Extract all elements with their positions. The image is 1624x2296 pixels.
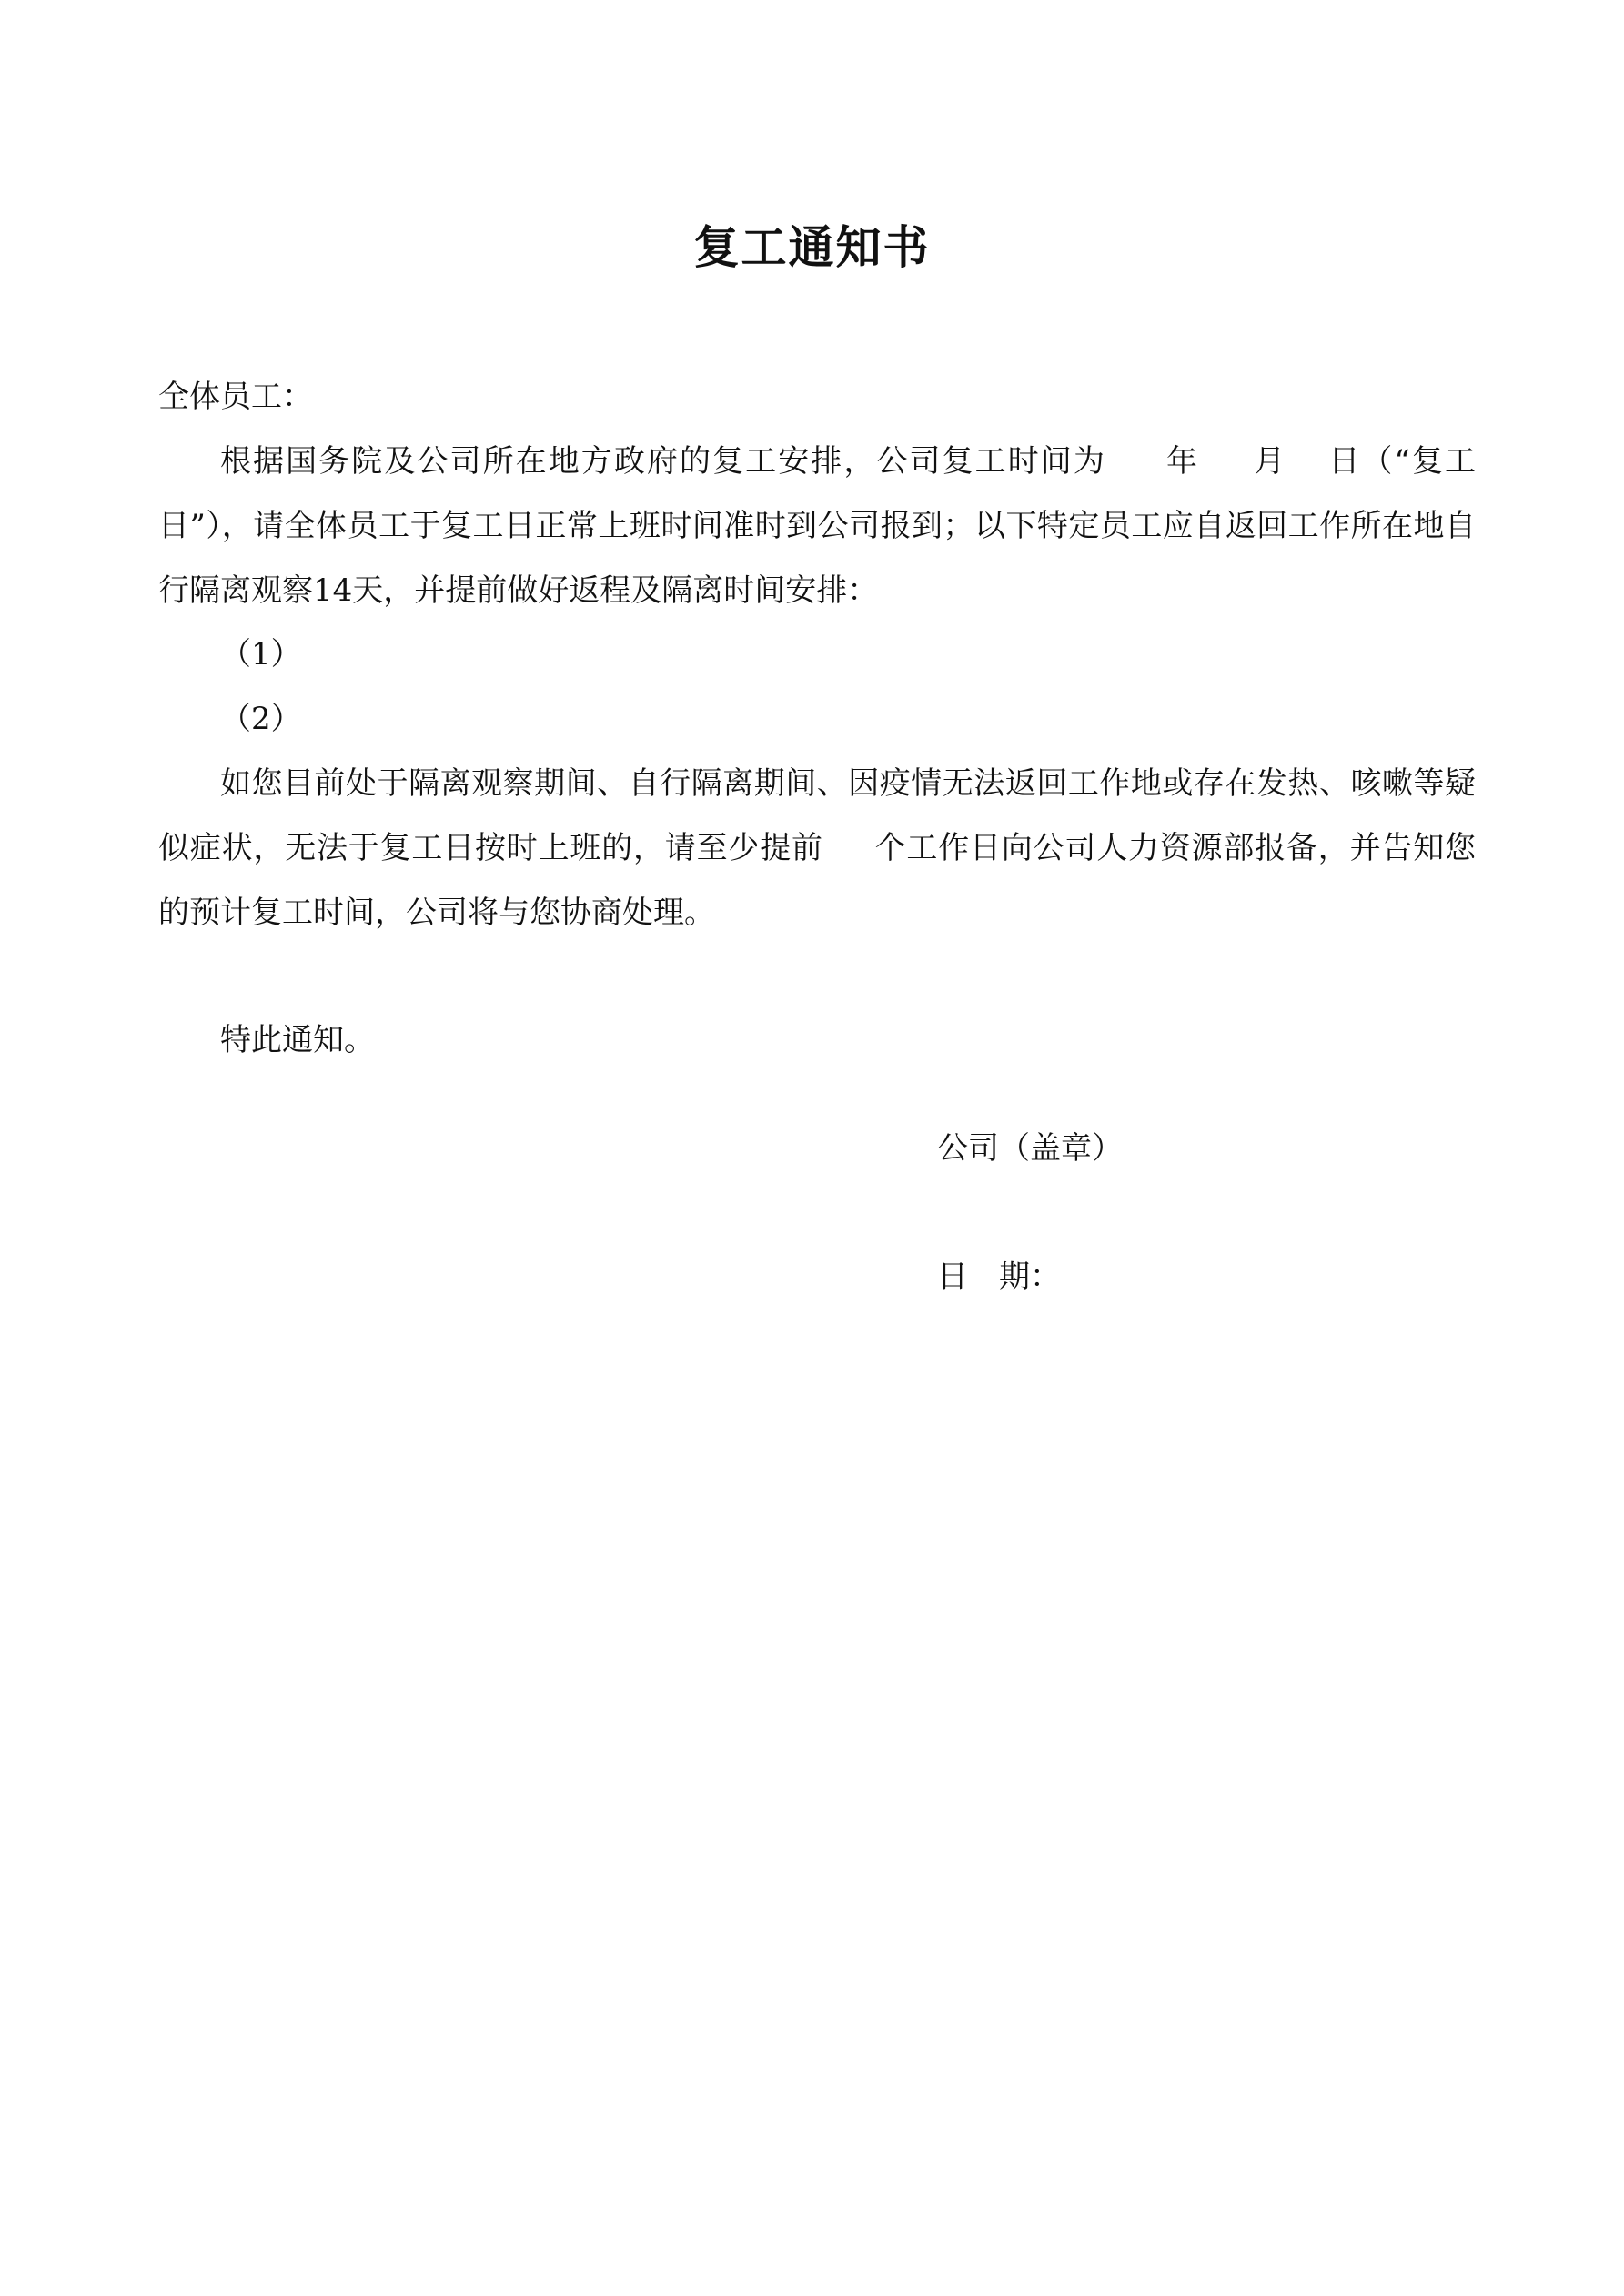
- year-label: 年: [1164, 443, 1200, 480]
- paragraph-text: 如您目前处于隔离观察期间、自行隔离期间、因疫情无法返回工作地或存在发热、咳嗽等疑似症状，无法于复工日按时上班的，请至少提前: [158, 765, 1476, 866]
- salutation: 全体员工：: [158, 379, 313, 415]
- closing-line: 特此通知。: [220, 1022, 375, 1058]
- list-item: （1）: [220, 636, 302, 673]
- signature-date: 日 期：: [937, 1259, 1061, 1295]
- paragraph-return-schedule: [158, 430, 1476, 623]
- month-label: 月: [1252, 443, 1287, 480]
- paragraph-text: 根据国务院及公司所在地方政府的复工安排，公司复工时间为: [220, 443, 1106, 480]
- list-item: （2）: [220, 701, 302, 737]
- paragraph-exceptions: [158, 752, 1476, 946]
- document-title: 复工通知书: [693, 220, 931, 274]
- paragraph-text: 个工作日向公司人力资源部报备，并告知您的预计复工时间，公司将与您协商处理。: [158, 830, 1477, 931]
- paragraph-text: 日（“复工日”），请全体员工于复工日正常上班时间准时到公司报到；以下特定员工应自返回工作所在地自行隔离观察14天，并提前做好返程及隔离时间安排：: [158, 443, 1477, 609]
- signature-company: 公司（盖章）: [937, 1130, 1123, 1167]
